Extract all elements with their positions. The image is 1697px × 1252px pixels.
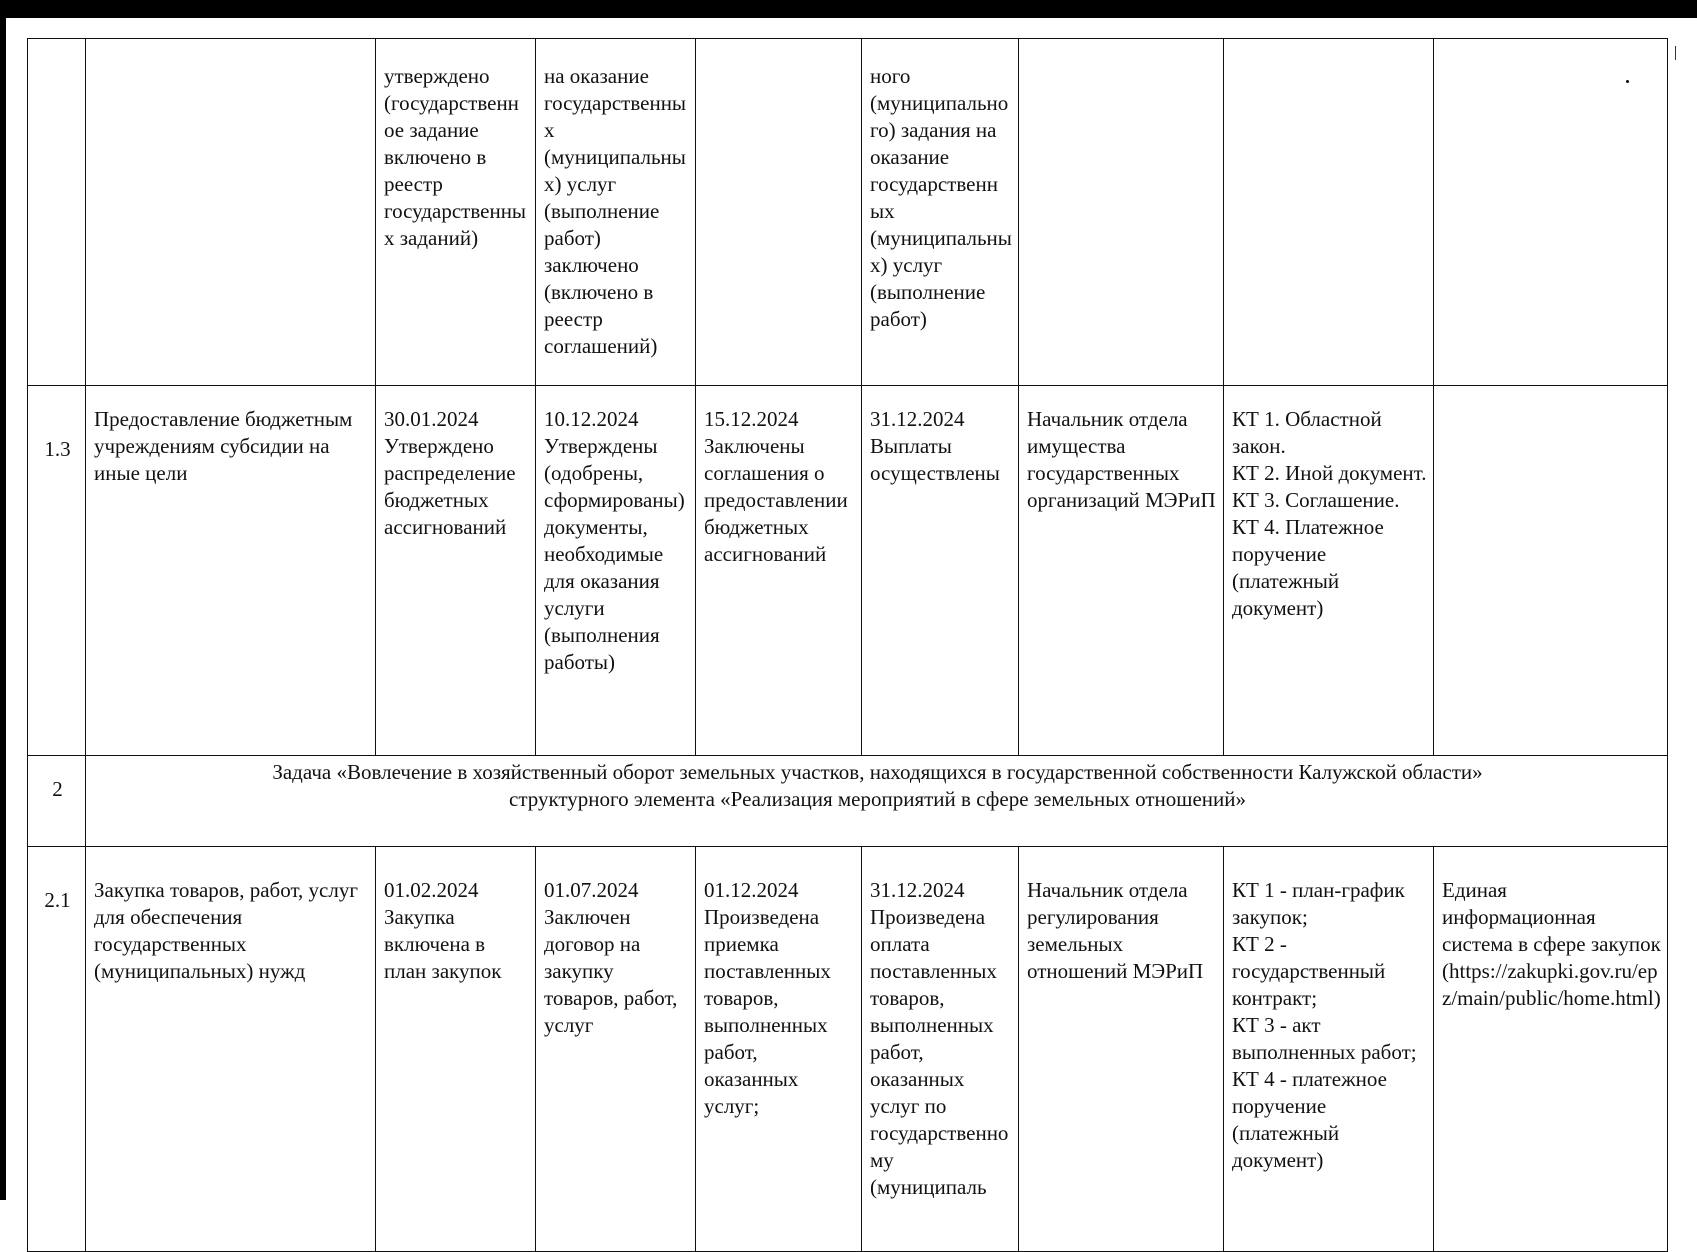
- document-line: КТ 1. Областной закон.: [1232, 407, 1382, 458]
- row-number: 2.1: [28, 847, 86, 1252]
- scan-top-border: [0, 0, 1697, 18]
- table-row-2-1: [28, 847, 1668, 1252]
- control-point-4: 31.12.2024 Выплаты осуществлены: [862, 386, 1019, 756]
- event-name: Закупка товаров, работ, услуг для обеспечения государственных (муниципальных) нужд: [86, 847, 376, 1252]
- task-heading-line-2: структурного элемента «Реализация мероприятий в сфере земельных отношений»: [509, 787, 1246, 811]
- table-row-continuation: [28, 39, 1668, 386]
- control-point-3: 15.12.2024 Заключены соглашения о предоставлении бюджетных ассигнований: [696, 386, 862, 756]
- task-heading-line-1: Задача «Вовлечение в хозяйственный оборот земельных участков, находящихся в государственной собственности Калужской области»: [272, 760, 1483, 784]
- row-number: [28, 39, 86, 386]
- document-line: КТ 1 - план-график закупок;: [1232, 878, 1405, 929]
- document-line: КТ 3 - акт выполненных работ;: [1232, 1013, 1417, 1064]
- control-point-2: 01.07.2024 Заключен договор на закупку товаров, работ, услуг: [536, 847, 696, 1252]
- document-type: [1224, 39, 1434, 386]
- document-type: [1224, 386, 1434, 756]
- document-type: [1224, 847, 1434, 1252]
- scan-left-border: [0, 18, 6, 1200]
- scan-mark: [1675, 46, 1676, 60]
- information-system: [1434, 39, 1668, 386]
- control-point-3: 01.12.2024 Произведена приемка поставленных товаров, выполненных работ, оказанных услуг;: [696, 847, 862, 1252]
- table-row-1-3: [28, 386, 1668, 756]
- document-line: КТ 3. Соглашение.: [1232, 488, 1400, 512]
- control-point-1: утверждено (государственное задание включено в реестр государственных заданий): [376, 39, 536, 386]
- responsible: Начальник отдела регулирования земельных отношений МЭРиП: [1019, 847, 1224, 1252]
- responsible: Начальник отдела имущества государственных организаций МЭРиП: [1019, 386, 1224, 756]
- information-system: [1434, 386, 1668, 756]
- control-points-table: [27, 38, 1668, 1252]
- document-line: КТ 4 - платежное поручение (платежный документ): [1232, 1067, 1387, 1172]
- table-row-task-2: [28, 756, 1668, 847]
- event-name: [86, 39, 376, 386]
- document-line: КТ 2. Иной документ.: [1232, 461, 1427, 485]
- row-number: 1.3: [28, 386, 86, 756]
- document-line: КТ 4. Платежное поручение (платежный документ): [1232, 515, 1384, 620]
- event-name: Предоставление бюджетным учреждениям субсидии на иные цели: [86, 386, 376, 756]
- control-point-2: на оказание государственных (муниципальных) услуг (выполнение работ) заключено (включено в реестр соглашений): [536, 39, 696, 386]
- control-point-3: [696, 39, 862, 386]
- control-point-1: 01.02.2024 Закупка включена в план закупок: [376, 847, 536, 1252]
- responsible: [1019, 39, 1224, 386]
- control-point-2: 10.12.2024 Утверждены (одобрены, сформированы) документы, необходимые для оказания услуги (выполнения работы): [536, 386, 696, 756]
- control-point-1: 30.01.2024 Утверждено распределение бюджетных ассигнований: [376, 386, 536, 756]
- document-line: КТ 2 - государственный контракт;: [1232, 932, 1386, 1010]
- information-system: Единая информационная система в сфере закупок (https://zakupki.gov.ru/epz/main/public/home.html): [1434, 847, 1668, 1252]
- control-point-4: ного (муниципального) задания на оказание государственных (муниципальных) услуг (выполнение работ): [862, 39, 1019, 386]
- control-point-4: 31.12.2024 Произведена оплата поставленных товаров, выполненных работ, оказанных услуг по государственному (муниципаль: [862, 847, 1019, 1252]
- row-number: 2: [28, 756, 86, 847]
- task-heading: [86, 756, 1668, 847]
